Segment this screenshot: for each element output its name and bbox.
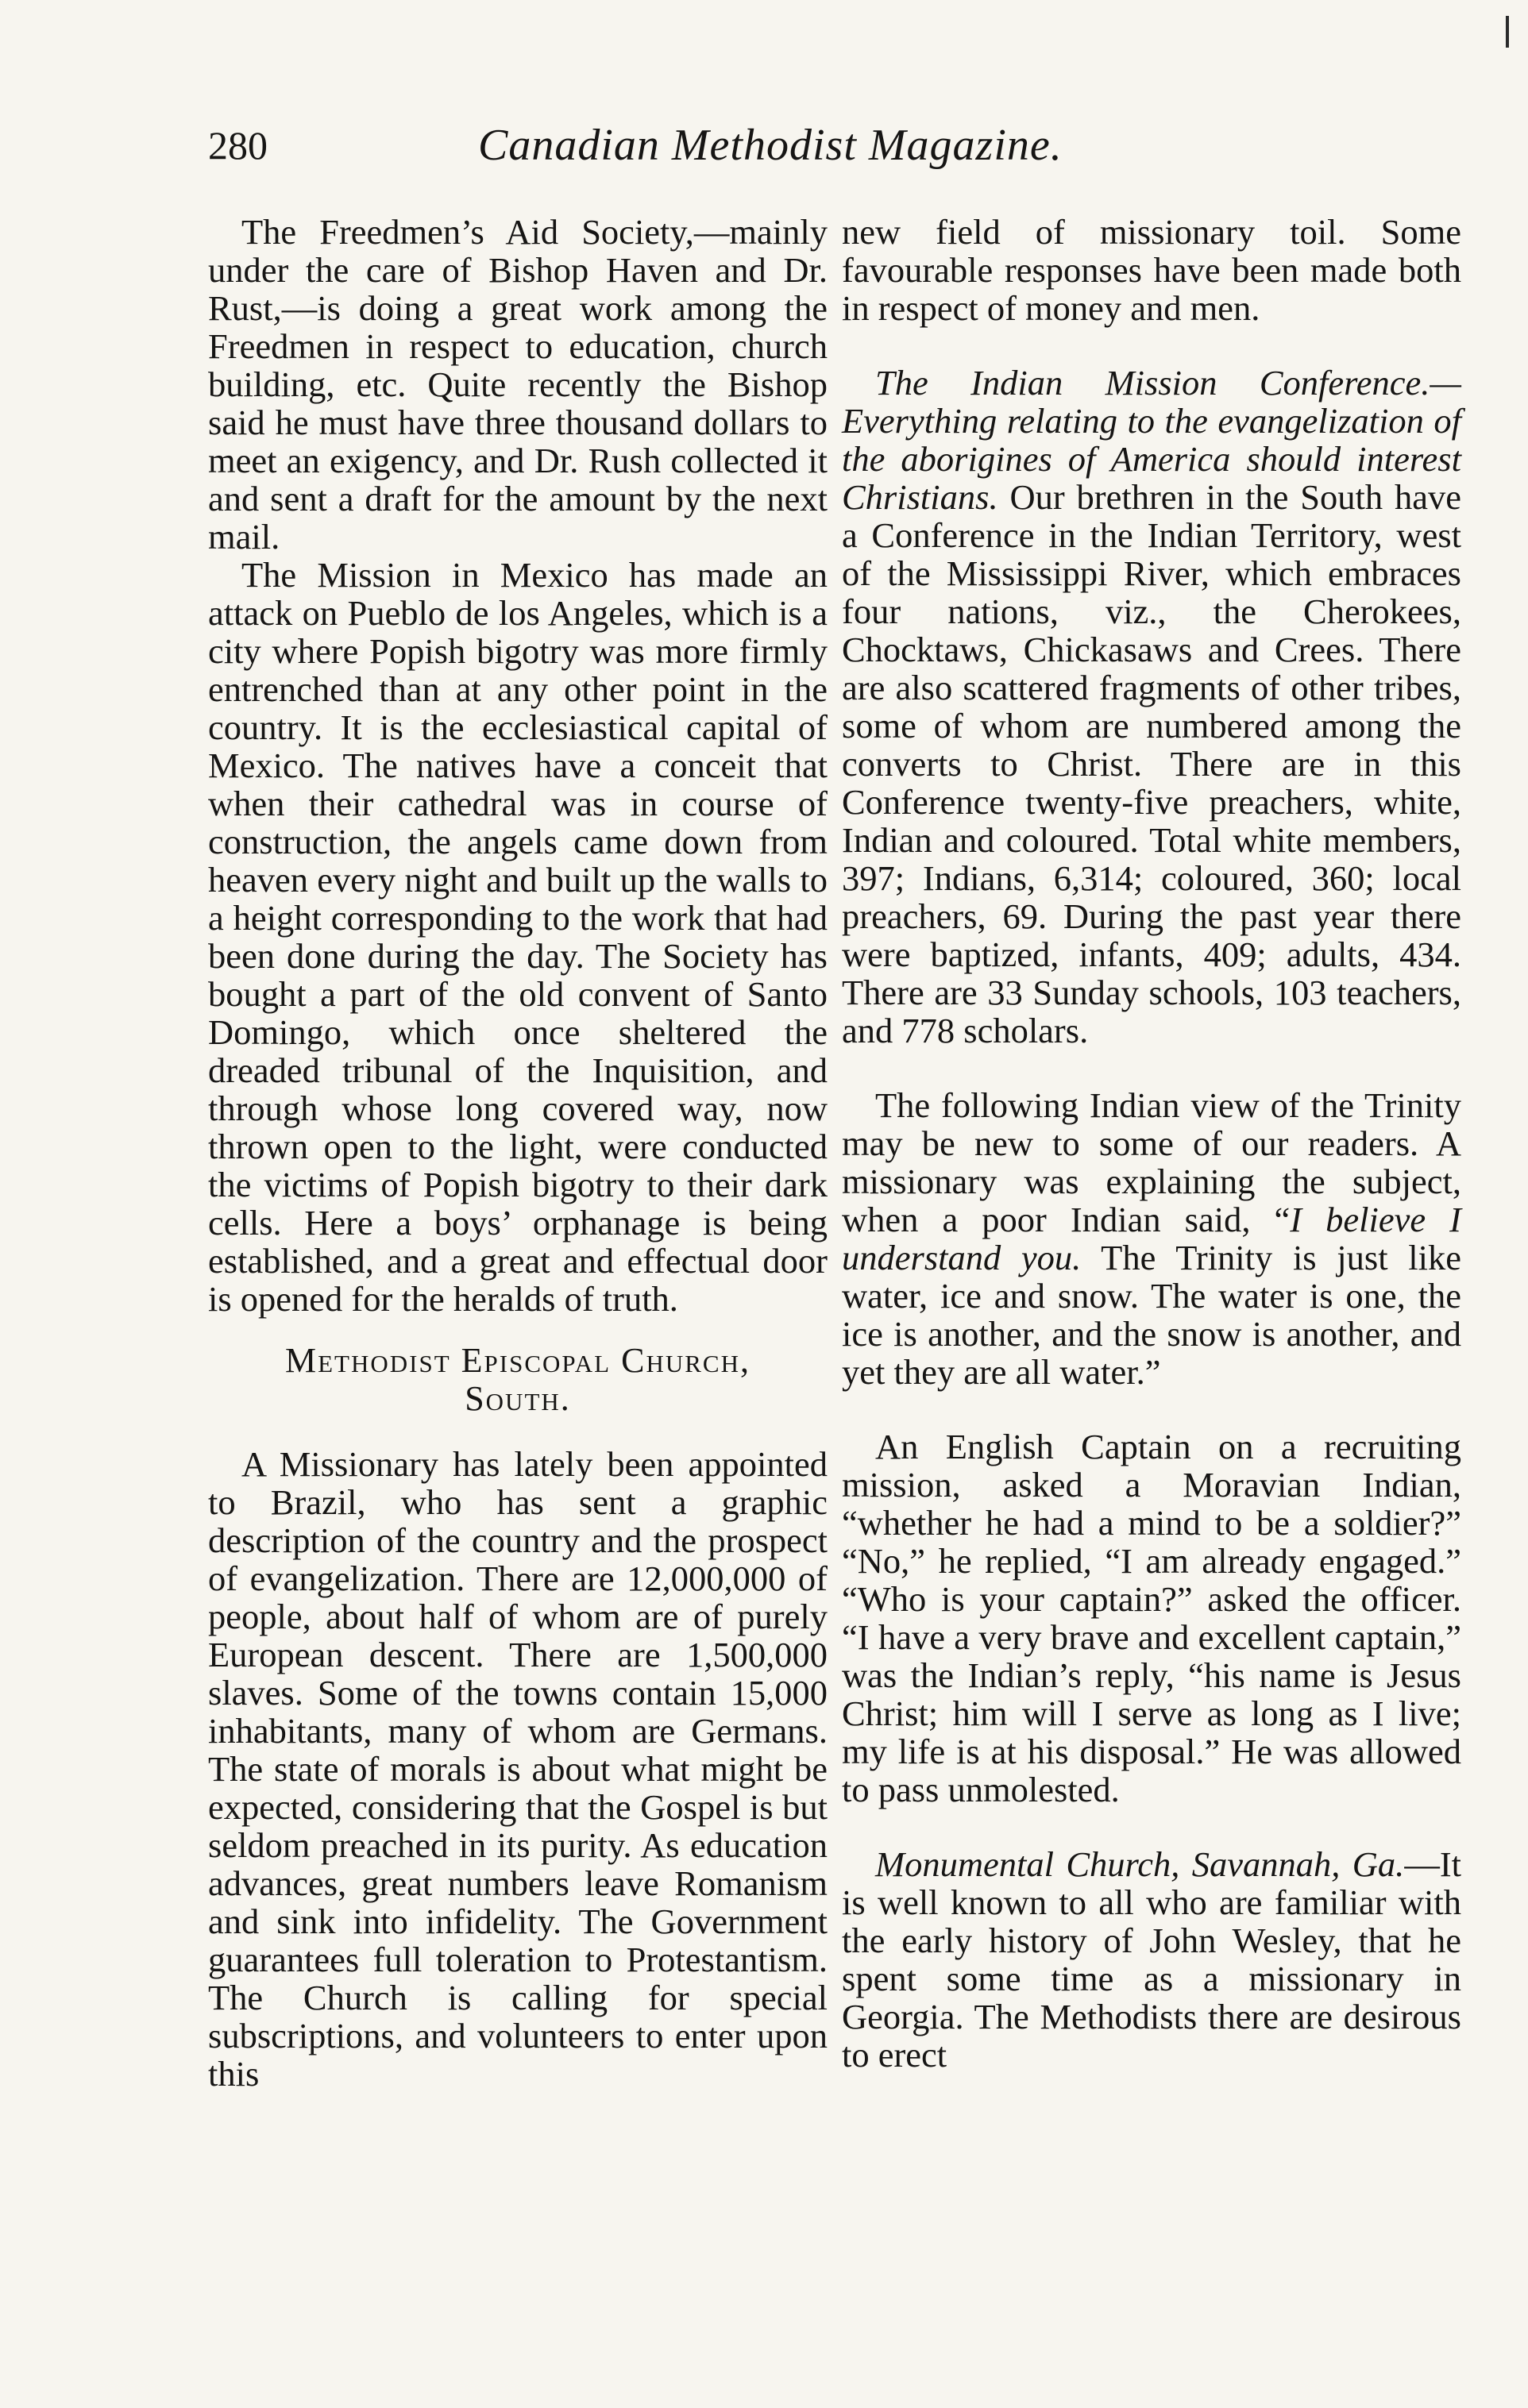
section-heading-methodist-episcopal-south: [208, 1342, 828, 1418]
left-column: [208, 213, 828, 2093]
indian-trinity-body: The Trinity is just like water, ice and snow. The water is one, the ice is another, and the snow is another, and yet they are all water.”: [842, 1238, 1461, 1392]
section-heading-line-1: Methodist Episcopal Church,: [285, 1341, 750, 1380]
indian-trinity-quote: I believe I understand you.: [842, 1200, 1462, 1277]
scan-edge-mark: [1506, 16, 1509, 48]
monumental-church-body: —It is well known to all who are familiar with the early history of John Wesley, that he spent some time as a missionary in Georgia. The Methodists there are desirous to erect: [842, 1844, 1461, 2075]
section-heading-line-2: South.: [465, 1379, 571, 1418]
indian-trinity-intro: The following Indian view of the Trinity may be new to some of our readers. A missionary was explaining the subject, when a poor Indian said, “: [842, 1085, 1461, 1239]
page-header: [208, 118, 1241, 181]
paragraph-mexico-mission: The Mission in Mexico has made an attack on Pueblo de los Angeles, which is a city where Popish bigotry was more firmly entrenched than at any other point in the country. It is the ecclesiastical capital of Mexico. The natives have a conceit that when their cathedral was in course of construction, the angels came down from heaven every night and built up the walls to a height corresponding to the work that had been done during the day. The Society has bought a part of the old convent of Santo Domingo, which once sheltered the dreaded tribunal of the Inquisition, and through whose long covered way, now thrown open to the light, were conducted the victims of Popish bigotry to their dark cells. Here a boys’ orphanage is being established, and a great and effectual door is opened for the heralds of truth.: [208, 555, 828, 1319]
paragraph-indian-trinity: [842, 1086, 1461, 1391]
running-title: Canadian Methodist Magazine.: [478, 121, 1063, 170]
indian-mission-conference-title: The Indian Mission Conference.—Everything relating to the evangelization of the aborigines of America should interest Christians.: [842, 363, 1461, 517]
paragraph-continuation: new field of missionary toil. Some favourable responses have been made both in respect of money and men.: [842, 212, 1461, 328]
paragraph-freedmens-aid: The Freedmen’s Aid Society,—mainly under the care of Bishop Haven and Dr. Rust,—is doing a great work among the Freedmen in respect to education, church building, etc. Quite recently the Bishop said he must have three thousand dollars to meet an exigency, and Dr. Rush collected it and sent a draft for the amount by the next mail.: [208, 212, 828, 557]
paragraph-english-captain: An English Captain on a recruiting mission, asked a Moravian Indian, “whether he had a mind to be a soldier?” “No,” he replied, “I am already engaged.” “Who is your captain?” asked the officer. “I have a very brave and excellent captain,” was the Indian’s reply, “his name is Jesus Christ; him will I serve as long as I live; my life is at his disposal.” He was allowed to pass unmolested.: [842, 1427, 1461, 1809]
right-column: [842, 213, 1461, 2074]
paragraph-brazil-mission: A Missionary has lately been appointed to Brazil, who has sent a graphic description of the country and the prospect of evangelization. There are 12,000,000 of people, about half of whom are of purely European descent. There are 1,500,000 slaves. Some of the towns contain 15,000 inhabitants, many of whom are Germans. The state of morals is about what might be expected, considering that the Gospel is but seldom preached in its purity. As education advances, great numbers leave Romanism and sink into infidelity. The Government guarantees full toleration to Protestantism. The Church is calling for special subscriptions, and volunteers to enter upon this: [208, 1444, 828, 2094]
paragraph-monumental-church: [842, 1845, 1461, 2074]
paragraph-indian-mission-conference: [842, 364, 1461, 1050]
indian-mission-conference-body: Our brethren in the South have a Conference in the Indian Territory, west of the Mississippi River, which embraces four nations, viz., the Cherokees, Chocktaws, Chickasaws and Crees. There are also scattered fragments of other tribes, some of whom are numbered among the converts to Christ. There are in this Conference twenty-five preachers, white, Indian and coloured. Total white members, 397; Indians, 6,314; coloured, 360; local preachers, 69. During the past year there were baptized, infants, 409; adults, 434. There are 33 Sunday schools, 103 teachers, and 778 scholars.: [842, 477, 1461, 1050]
page-number: 280: [208, 123, 268, 168]
monumental-church-title: Monumental Church, Savannah, Ga.: [875, 1844, 1405, 1884]
